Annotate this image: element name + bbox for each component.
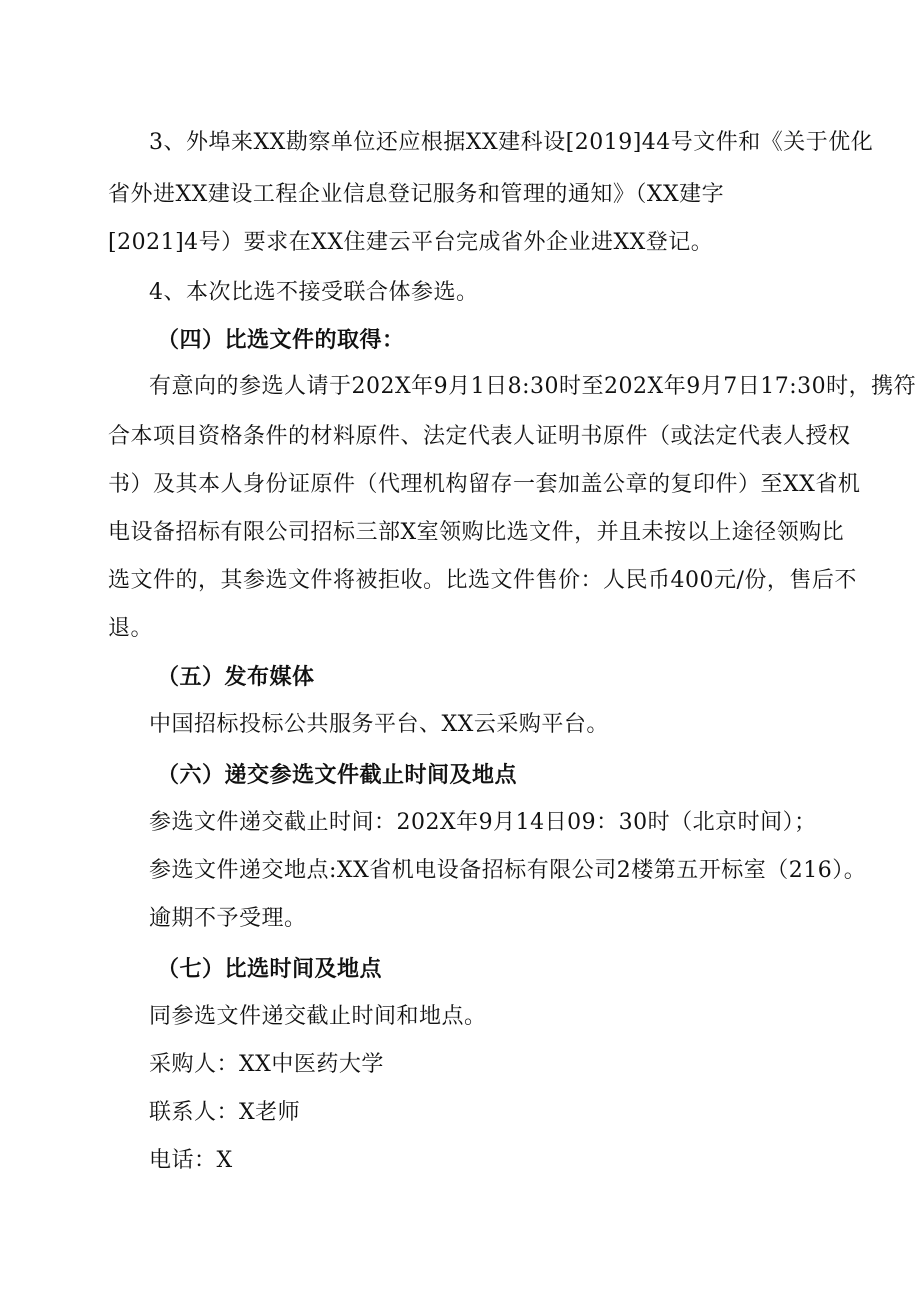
section6-deadline: 参选文件递交截止时间：202X年9月14日09：30时（北京时间）； <box>149 810 817 835</box>
section6-location: 参选文件递交地点:XX省机电设备招标有限公司2楼第五开标室（216）。 <box>149 858 867 883</box>
section5-body: 中国招标投标公共服务平台、XX云采购平台。 <box>149 712 609 737</box>
section7-body: 同参选文件递交截止时间和地点。 <box>149 1004 487 1029</box>
section4-body-line5: 选文件的，其参选文件将被拒收。比选文件售价：人民币400元/份，售后不 <box>108 568 857 593</box>
section5-heading: （五）发布媒体 <box>157 664 315 690</box>
item3-line1: 3、外埠来XX勘察单位还应根据XX建科设[2019]44号文件和《关于优化 <box>149 130 874 155</box>
section6-heading: （六）递交参选文件截止时间及地点 <box>157 762 518 788</box>
contact-line: 联系人：X老师 <box>149 1100 301 1125</box>
section7-heading: （七）比选时间及地点 <box>157 956 383 982</box>
purchaser-line: 采购人：XX中医药大学 <box>149 1052 384 1077</box>
item3-line3: [2021]4号）要求在XX住建云平台完成省外企业进XX登记。 <box>108 230 714 255</box>
phone-line: 电话：X <box>149 1148 233 1173</box>
section4-body-line2: 合本项目资格条件的材料原件、法定代表人证明书原件（或法定代表人授权 <box>108 424 851 449</box>
item4-text: 4、本次比选不接受联合体参选。 <box>149 280 479 305</box>
section6-note: 逾期不予受理。 <box>149 906 307 931</box>
section4-body-line4: 电设备招标有限公司招标三部X室领购比选文件，并且未按以上途径领购比 <box>108 520 845 545</box>
section4-body-line3: 书）及其本人身份证原件（代理机构留存一套加盖公章的复印件）至XX省机 <box>108 472 861 497</box>
section4-body-line1: 有意向的参选人请于202X年9月1日8:30时至202X年9月7日17:30时，携符 <box>149 374 917 399</box>
section4-body-line6: 退。 <box>108 616 154 641</box>
item3-line2: 省外进XX建设工程企业信息登记服务和管理的通知》（XX建字 <box>108 182 725 207</box>
section4-heading: （四）比选文件的取得： <box>157 327 405 353</box>
